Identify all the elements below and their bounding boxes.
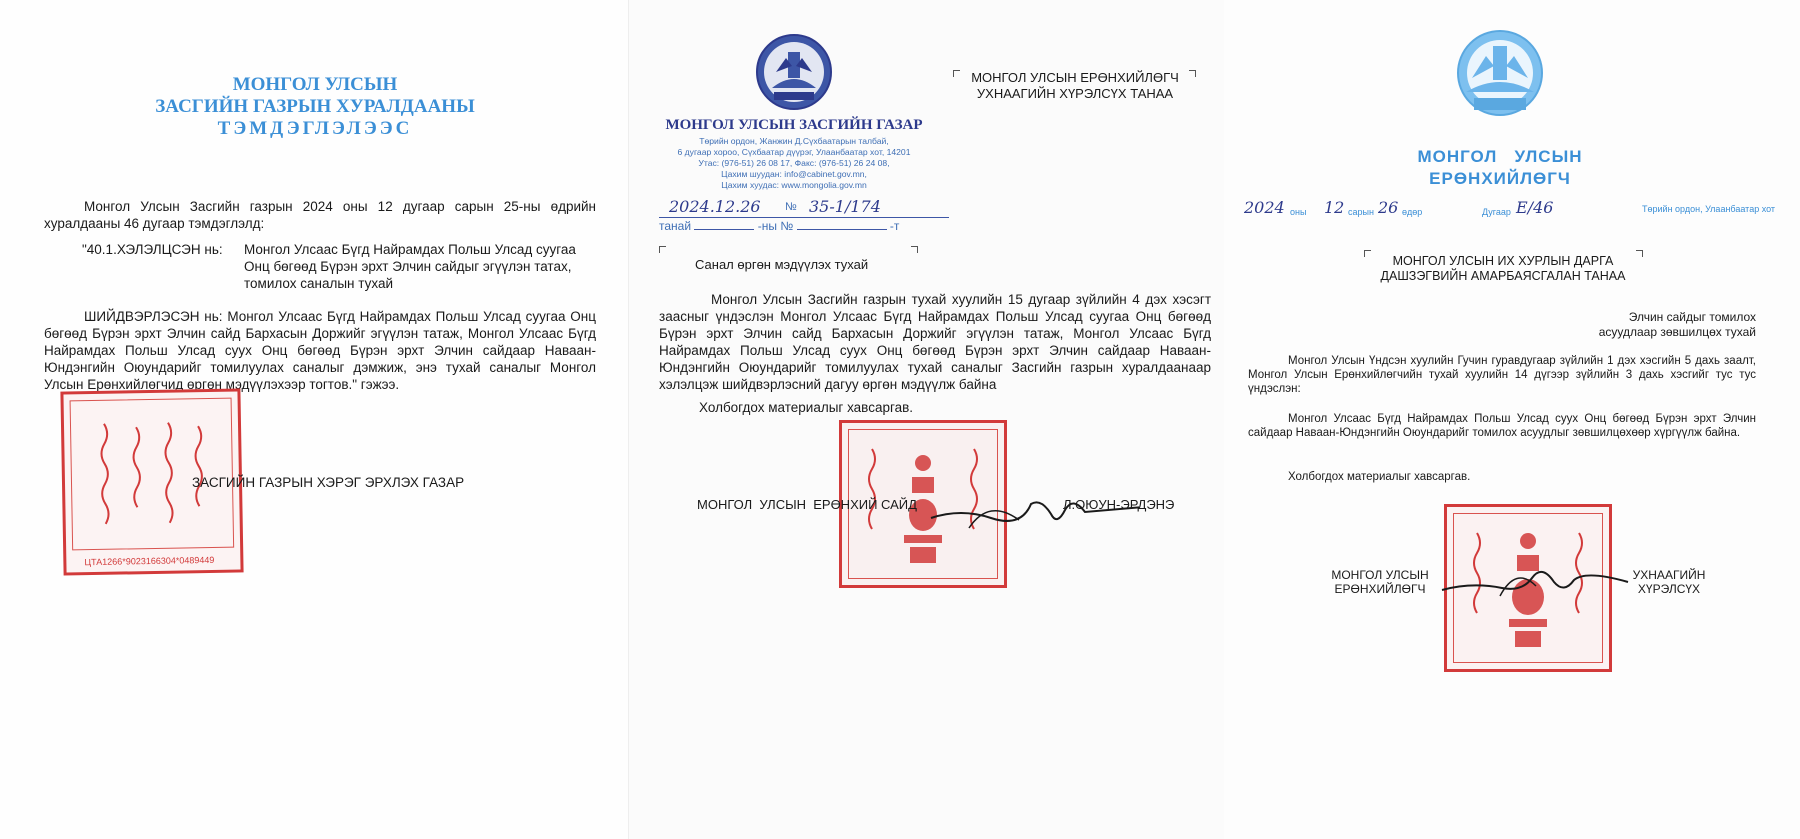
doc2-subject: Санал өргөн мэдүүлэх тухай <box>695 257 869 272</box>
doc3-title-line1: МОНГОЛ УЛСЫН <box>1417 147 1583 166</box>
doc2-address <box>649 136 939 191</box>
doc3-year: 2024 <box>1244 198 1285 217</box>
doc2-body: Монгол Улсын Засгийн газрын тухай хуулийн 15 дугаар зүйлийн 4 дэх хэсэгт заасныг үндэслэн Монгол Улсаас Бүгд Найрамдах Польш Улсад суугаа Онц бөгөөд Бүрэн эрхт Элчин сайд Бархасын Доржийг эгүүлэн татаж, Монгол Улсаас Бүгд Найрамдах Польш Улсад суух Онц бөгөөд Бүрэн эрхт Элчин сайдаар Наваан-Юндэнгийн Оюундарийг томилуулах тухай саналыг Засгийн газрын хуралдаанаар хэлэлцэж шийдвэрлэсний дагуу өргөн мэдүүлж байна <box>659 292 1211 392</box>
document-government-letter <box>628 0 1226 839</box>
doc3-sign-right-line2: ХҮРЭЛСҮХ <box>1637 582 1701 596</box>
doc3-subject-line2: асуудлаар зөвшилцөх тухай <box>1598 325 1756 339</box>
doc1-decision: ШИЙДВЭРЛЭСЭН нь: Монгол Улсаас Бүгд Найрамдах Польш Улсад суугаа Онц бөгөөд Бүрэн эрхт Элчин сайд Бархасын Доржийг эгүүлэн татаж, Монгол Улсаас Бүгд Найрамдах Польш Улсад суух Онц бөгөөд Бүрэн эрхт Элчин сайдаар Наваан-Юндэнгийн Оюундарийг томилуулах саналыг дэмжиж, энэ тухай саналыг Монгол Улсын Ерөнхийлөгчид өргөн мэдүүлэхээр тогтов." гэжээ. <box>44 309 596 392</box>
doc3-date-row <box>1242 198 1782 220</box>
doc3-month: 12 <box>1324 198 1345 217</box>
doc2-address-line3: Утас: (976-51) 26 08 17, Факс: (976-51) 26 24 08, <box>698 158 890 168</box>
doc2-reply-row <box>659 219 949 235</box>
doc2-sign-title: МОНГОЛ УЛСЫН ЕРӨНХИЙ САЙД <box>697 497 917 512</box>
doc2-address-line2: 6 дугаар хороо, Сүхбаатар дүүрэг, Улаанбаатар хот, 14201 <box>677 147 911 157</box>
soyombo-emblem-icon <box>1448 28 1552 118</box>
soyombo-emblem-icon <box>754 32 834 112</box>
doc3-para2: Монгол Улсаас Бүгд Найрамдах Польш Улсад суух Онц бөгөөд Бүрэн эрхт Элчин сайдаар Наваан-Юндэнгийн Оюундарийг томилох асуудлыг зөвшилцөхөөр хүргүүлж байна. <box>1248 413 1756 439</box>
doc3-year-label: оны <box>1290 207 1307 217</box>
document-government-minutes <box>0 0 628 839</box>
doc3-attachment: Холбогдох материалыг хавсаргав. <box>1288 471 1471 483</box>
doc1-title <box>60 74 570 140</box>
doc1-intro: Монгол Улсын Засгийн газрын 2024 оны 12 дугаар сарын 25-ны өдрийн хуралдааны 46 дугаар тэмдэглэлд: <box>44 199 596 231</box>
doc2-sign-name: Л.ОЮУН-ЭРДЭНЭ <box>1063 497 1175 512</box>
doc1-signatory: ЗАСГИЙН ГАЗРЫН ХЭРЭГ ЭРХЛЭХ ГАЗАР <box>192 475 465 490</box>
doc3-day-label: өдөр <box>1402 207 1423 217</box>
doc3-sign-left-line2: ЕРӨНХИЙЛӨГЧ <box>1334 582 1426 596</box>
doc2-reply-end: -т <box>889 219 900 233</box>
doc2-date: 2024.12.26 <box>669 197 761 216</box>
doc2-no-label: № <box>785 201 797 213</box>
signature-icon <box>1440 556 1630 606</box>
doc3-sign-right-line1: УХНААГИЙН <box>1632 568 1706 582</box>
document-president-letter <box>1224 0 1800 839</box>
doc2-number: 35-1/174 <box>809 197 881 216</box>
doc2-reply-suffix: -ны № <box>757 219 794 233</box>
doc3-sign-right <box>1614 568 1724 596</box>
doc3-sign-left-line1: МОНГОЛ УЛСЫН <box>1331 568 1429 582</box>
doc1-stamp-code: ЦТА1266*9023166304*0489449 <box>84 554 215 568</box>
doc2-addressee <box>959 70 1191 102</box>
doc3-day: 26 <box>1378 198 1399 217</box>
doc3-sign-left <box>1320 568 1440 596</box>
doc3-number: Е/46 <box>1516 198 1554 217</box>
doc2-attachment: Холбогдох материалыг хавсаргав. <box>699 400 914 415</box>
doc2-address-line4: Цахим шуудан: info@cabinet.gov.mn, <box>721 169 867 179</box>
doc3-subject <box>1524 310 1756 340</box>
doc1-title-line2: ЗАСГИЙН ГАЗРЫН ХУРАЛДААНЫ <box>155 96 475 117</box>
doc1-title-line3: ТЭМДЭГЛЭЛЭЭС <box>217 118 413 139</box>
doc2-date-number-row <box>659 197 949 218</box>
doc3-location: Төрийн ордон, Улаанбаатар хот <box>1642 204 1776 214</box>
doc2-addressee-line1: МОНГОЛ УЛСЫН ЕРӨНХИЙЛӨГЧ <box>971 70 1179 85</box>
doc3-title <box>1374 146 1626 190</box>
doc3-addressee-line2: ДАШЗЭГВИЙН АМАРБАЯСГАЛАН ТАНАА <box>1380 269 1626 283</box>
doc2-address-line1: Төрийн ордон, Жанжин Д.Сүхбаатарын талбай, <box>699 136 889 146</box>
doc1-title-line1: МОНГОЛ УЛСЫН <box>232 74 398 95</box>
doc3-addressee <box>1364 254 1642 284</box>
doc2-reply-label: танай <box>659 219 692 233</box>
doc3-title-line2: ЕРӨНХИЙЛӨГЧ <box>1429 169 1571 188</box>
doc1-item-label: "40.1.ХЭЛЭЛЦСЭН нь: <box>82 242 223 257</box>
doc2-org-name: МОНГОЛ УЛСЫН ЗАСГИЙН ГАЗАР <box>665 117 923 133</box>
doc2-addressee-line2: УХНААГИЙН ХҮРЭЛСҮХ ТАНАА <box>976 86 1174 101</box>
doc3-addressee-line1: МОНГОЛ УЛСЫН ИХ ХУРЛЫН ДАРГА <box>1392 254 1614 268</box>
doc3-month-label: сарын <box>1348 207 1374 217</box>
doc3-subject-line1: Элчин сайдыг томилох <box>1628 310 1756 324</box>
doc3-no-label: Дугаар <box>1482 207 1511 217</box>
doc2-address-line5: Цахим хуудас: www.mongolia.gov.mn <box>721 180 867 190</box>
doc3-para1: Монгол Улсын Үндсэн хуулийн Гучин гуравдугаар зүйлийн 1 дэх хэсгийн 5 дахь заалт, Монгол Улсын Ерөнхийлөгчийн тухай хуулийн 14 дүгээр зүйлийн 3 дахь хэсгийг тус тус үндэслэн: <box>1248 355 1756 395</box>
doc1-item-text: Монгол Улсаас Бүгд Найрамдах Польш Улсад суугаа Онц бөгөөд Бүрэн эрхт Элчин сайдыг эгүүлэн татах, томилох саналын тухай <box>244 242 576 291</box>
